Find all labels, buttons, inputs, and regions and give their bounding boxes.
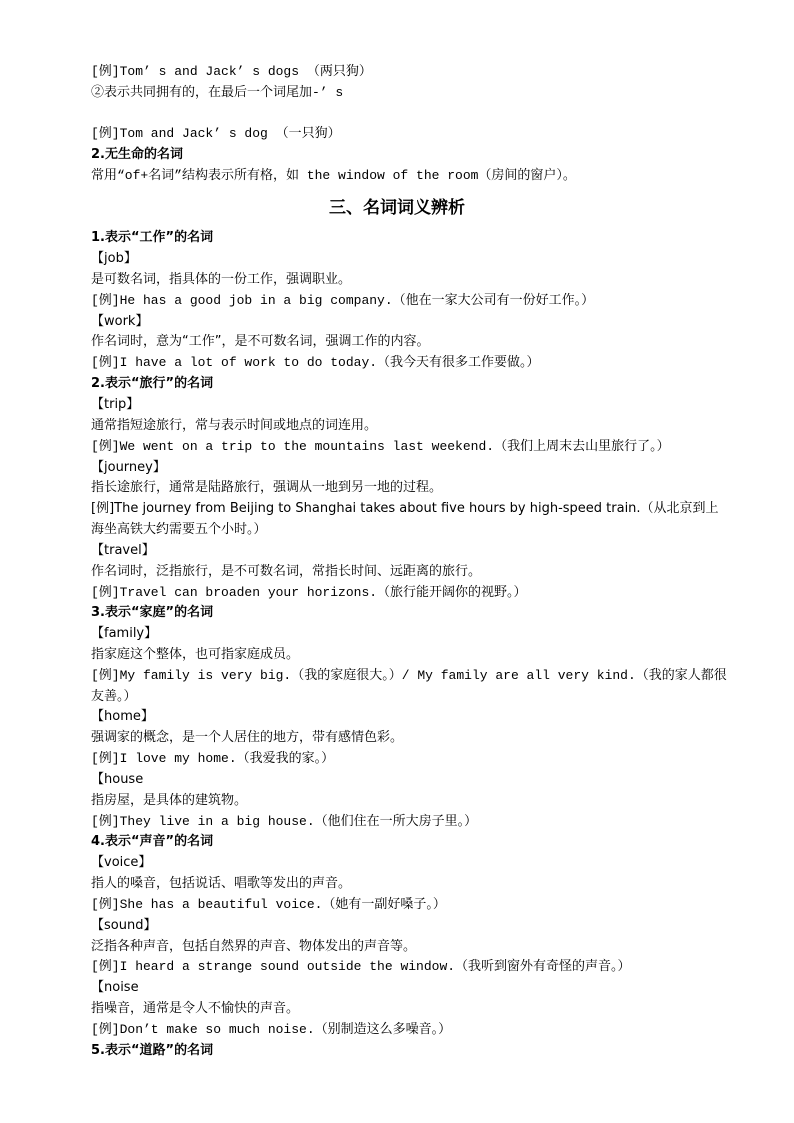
term-label: 【trip】 bbox=[91, 397, 140, 412]
definition-line: 指噪音，通常是令人不愉快的声音。 bbox=[91, 1001, 300, 1016]
term-label: 【voice】 bbox=[91, 855, 152, 870]
example-line: [例]I heard a strange sound outside the window.（我听到窗外有奇怪的声音。） bbox=[91, 959, 631, 974]
definition-line: 作名词时，泛指旅行，是不可数名词，常指长时间、远距离的旅行。 bbox=[91, 564, 482, 579]
example-line: [例]We went on a trip to the mountains last weekend.（我们上周末去山里旅行了。） bbox=[91, 439, 670, 454]
subsection-title: 5.表示“道路”的名词 bbox=[91, 1043, 214, 1058]
example-line: [例]My family is very big.（我的家庭很大。）/ My family are all very kind.（我的家人都很友善。） bbox=[91, 668, 727, 704]
definition-line: 通常指短途旅行，常与表示时间或地点的词连用。 bbox=[91, 418, 378, 433]
subsection-title: 3.表示“家庭”的名词 bbox=[91, 605, 214, 620]
example-line: [例]I have a lot of work to do today.（我今天有很多工作要做。） bbox=[91, 355, 540, 370]
term-label: 【family】 bbox=[91, 626, 158, 641]
term-label: 【work】 bbox=[91, 314, 149, 329]
example-line: [例]Tom and Jack’ s dog （一只狗） bbox=[91, 126, 341, 141]
example-line: [例]She has a beautiful voice.（她有一副好嗓子。） bbox=[91, 897, 446, 912]
example-line: [例]The journey from Beijing to Shanghai takes about five hours by high-speed train.（从北京到上海坐高铁大约需要五个小时。） bbox=[91, 501, 719, 537]
definition-line: 作名词时，意为“工作”，是不可数名词，强调工作的内容。 bbox=[91, 334, 430, 349]
term-label: 【sound】 bbox=[91, 918, 157, 933]
example-line: [例]Don’t make so much noise.（别制造这么多噪音。） bbox=[91, 1022, 452, 1037]
subsection-title: 2.无生命的名词 bbox=[91, 147, 183, 162]
body-line: 常用“of+名词”结构表示所有格，如 the window of the room（房间的窗户）。 bbox=[91, 168, 576, 183]
rule-line: ②表示共同拥有的，在最后一个词尾加-’ s bbox=[91, 85, 344, 100]
term-label: 【journey】 bbox=[91, 460, 166, 475]
example-line: [例]Travel can broaden your horizons.（旅行能开阔你的视野。） bbox=[91, 585, 527, 600]
term-label: 【house bbox=[91, 772, 144, 787]
term-label: 【job】 bbox=[91, 251, 137, 266]
example-line: [例]They live in a big house.（他们住在一所大房子里。） bbox=[91, 814, 478, 829]
term-label: 【travel】 bbox=[91, 543, 155, 558]
definition-line: 指人的嗓音，包括说话、唱歌等发出的声音。 bbox=[91, 876, 352, 891]
subsection-title: 2.表示“旅行”的名词 bbox=[91, 376, 214, 391]
example-line: [例]I love my home.（我爱我的家。） bbox=[91, 751, 335, 766]
subsection-title: 4.表示“声音”的名词 bbox=[91, 834, 214, 849]
definition-line: 是可数名词，指具体的一份工作，强调职业。 bbox=[91, 272, 352, 287]
example-line: [例]He has a good job in a big company.（他在一家大公司有一份好工作。） bbox=[91, 293, 595, 308]
definition-line: 指家庭这个整体，也可指家庭成员。 bbox=[91, 647, 300, 662]
definition-line: 强调家的概念，是一个人居住的地方，带有感情色彩。 bbox=[91, 730, 404, 745]
term-label: 【noise bbox=[91, 980, 139, 995]
definition-line: 指长途旅行，通常是陆路旅行，强调从一地到另一地的过程。 bbox=[91, 480, 443, 495]
definition-line: 指房屋，是具体的建筑物。 bbox=[91, 793, 248, 808]
section-heading: 三、名词词义辨析 bbox=[329, 198, 465, 218]
subsection-title: 1.表示“工作”的名词 bbox=[91, 230, 214, 245]
definition-line: 泛指各种声音，包括自然界的声音、物体发出的声音等。 bbox=[91, 939, 417, 954]
example-line: [例]Tom’ s and Jack’ s dogs （两只狗） bbox=[91, 64, 372, 79]
term-label: 【home】 bbox=[91, 709, 154, 724]
